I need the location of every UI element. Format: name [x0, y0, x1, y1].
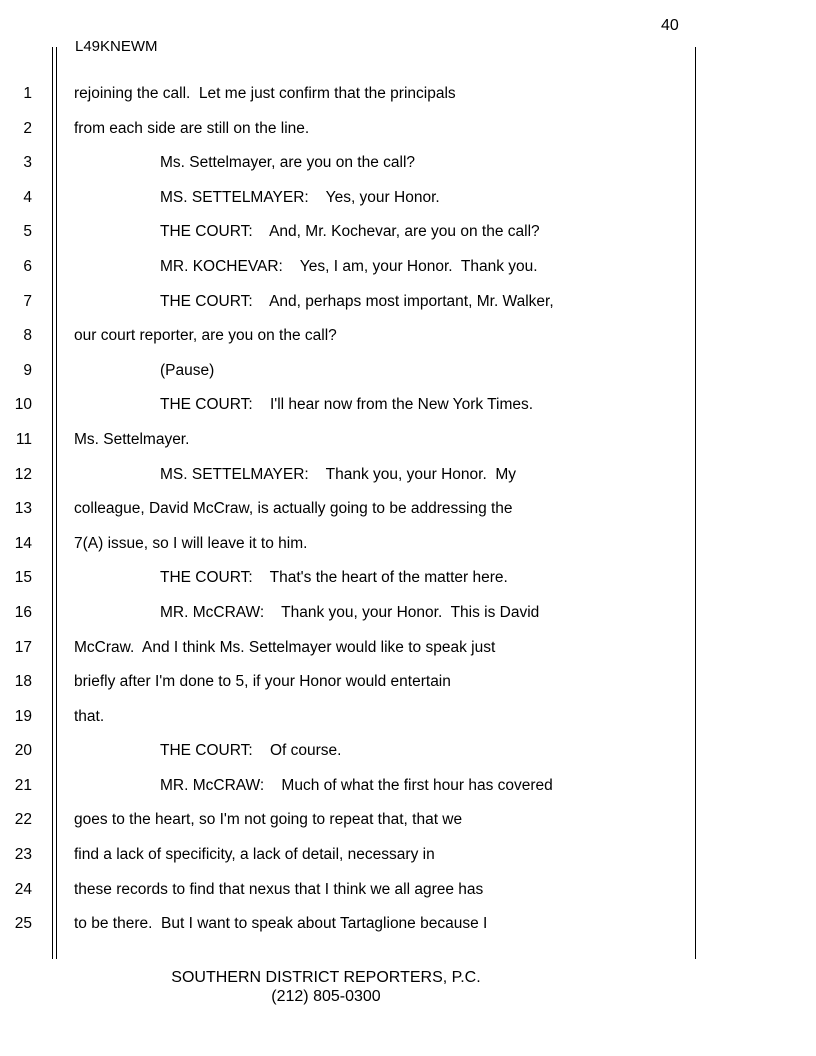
line-text: (Pause)	[160, 361, 215, 379]
footer	[0, 968, 652, 1006]
line-number: 25	[14, 915, 32, 933]
transcript-line	[0, 77, 700, 112]
line-number: 23	[14, 846, 32, 864]
transcript-line	[0, 700, 700, 735]
transcript-lines	[0, 77, 700, 942]
transcript-line	[0, 492, 700, 527]
line-number: 8	[23, 327, 32, 345]
line-text: MS. SETTELMAYER: Yes, your Honor.	[160, 188, 440, 206]
line-number: 16	[14, 603, 32, 621]
line-text: Ms. Settelmayer, are you on the call?	[160, 154, 416, 172]
case-code: L49KNEWM	[75, 38, 158, 55]
line-text: MR. KOCHEVAR: Yes, I am, your Honor. Thank you.	[160, 257, 538, 275]
line-text: find a lack of specificity, a lack of detail, necessary in	[74, 846, 435, 864]
transcript-line	[0, 561, 700, 596]
line-text: McCraw. And I think Ms. Settelmayer would like to speak just	[74, 638, 496, 656]
line-number: 7	[23, 292, 32, 310]
transcript-line	[0, 631, 700, 666]
line-number: 24	[14, 880, 32, 898]
line-number: 20	[14, 742, 32, 760]
line-number: 14	[14, 534, 32, 552]
line-number: 21	[14, 776, 32, 794]
line-number: 17	[14, 638, 32, 656]
line-number: 4	[23, 188, 32, 206]
line-text: that.	[74, 707, 105, 725]
line-number: 1	[23, 85, 32, 102]
transcript-line	[0, 527, 700, 562]
line-text: goes to the heart, so I'm not going to repeat that, that we	[74, 811, 463, 829]
line-text: from each side are still on the line.	[74, 119, 310, 137]
transcript-line	[0, 734, 700, 769]
line-text: 7(A) issue, so I will leave it to him.	[74, 534, 308, 552]
line-number: 10	[14, 396, 32, 414]
transcript-line	[0, 146, 700, 181]
line-number: 19	[14, 707, 32, 725]
transcript-line	[0, 458, 700, 493]
line-text: MR. McCRAW: Much of what the first hour has covered	[160, 776, 553, 794]
transcript-line	[0, 215, 700, 250]
line-number: 6	[23, 257, 32, 275]
line-text: THE COURT: That's the heart of the matter here.	[160, 569, 508, 587]
page-number: 40	[661, 17, 679, 34]
line-text: MS. SETTELMAYER: Thank you, your Honor. My	[160, 465, 517, 483]
transcript-line	[0, 181, 700, 216]
transcript-line	[0, 285, 700, 320]
line-text: our court reporter, are you on the call?	[74, 327, 337, 345]
transcript-line	[0, 838, 700, 873]
line-number: 3	[23, 154, 32, 172]
line-text: briefly after I'm done to 5, if your Honor would entertain	[74, 673, 451, 691]
line-number: 11	[15, 430, 32, 448]
transcript-line	[0, 319, 700, 354]
transcript-line	[0, 907, 700, 942]
line-text: to be there. But I want to speak about Tartaglione because I	[74, 915, 488, 933]
transcript-line	[0, 112, 700, 147]
line-text: THE COURT: Of course.	[160, 742, 342, 760]
line-number: 13	[14, 500, 32, 518]
line-text: Ms. Settelmayer.	[74, 430, 190, 448]
transcript-line	[0, 388, 700, 423]
line-number: 22	[14, 811, 32, 829]
line-text: these records to find that nexus that I think we all agree has	[74, 880, 484, 898]
line-number: 5	[23, 223, 32, 241]
footer-company: SOUTHERN DISTRICT REPORTERS, P.C.	[171, 969, 481, 986]
line-text: THE COURT: And, Mr. Kochevar, are you on the call?	[160, 223, 540, 241]
line-number: 15	[14, 569, 32, 587]
line-text: THE COURT: I'll hear now from the New York Times.	[160, 396, 534, 414]
line-text: MR. McCRAW: Thank you, your Honor. This is David	[160, 603, 540, 621]
footer-phone: (212) 805-0300	[271, 988, 381, 1005]
transcript-line	[0, 803, 700, 838]
line-number: 18	[14, 673, 32, 691]
transcript-line	[0, 250, 700, 285]
line-text: colleague, David McCraw, is actually going to be addressing the	[74, 500, 513, 518]
line-text: rejoining the call. Let me just confirm that the principals	[74, 85, 456, 102]
line-number: 9	[23, 361, 32, 379]
transcript-line	[0, 769, 700, 804]
transcript-line	[0, 354, 700, 389]
line-number: 12	[14, 465, 32, 483]
transcript-line	[0, 665, 700, 700]
transcript-line	[0, 596, 700, 631]
transcript-line	[0, 423, 700, 458]
line-number: 2	[23, 119, 32, 137]
transcript-line	[0, 873, 700, 908]
line-text: THE COURT: And, perhaps most important, Mr. Walker,	[160, 292, 554, 310]
